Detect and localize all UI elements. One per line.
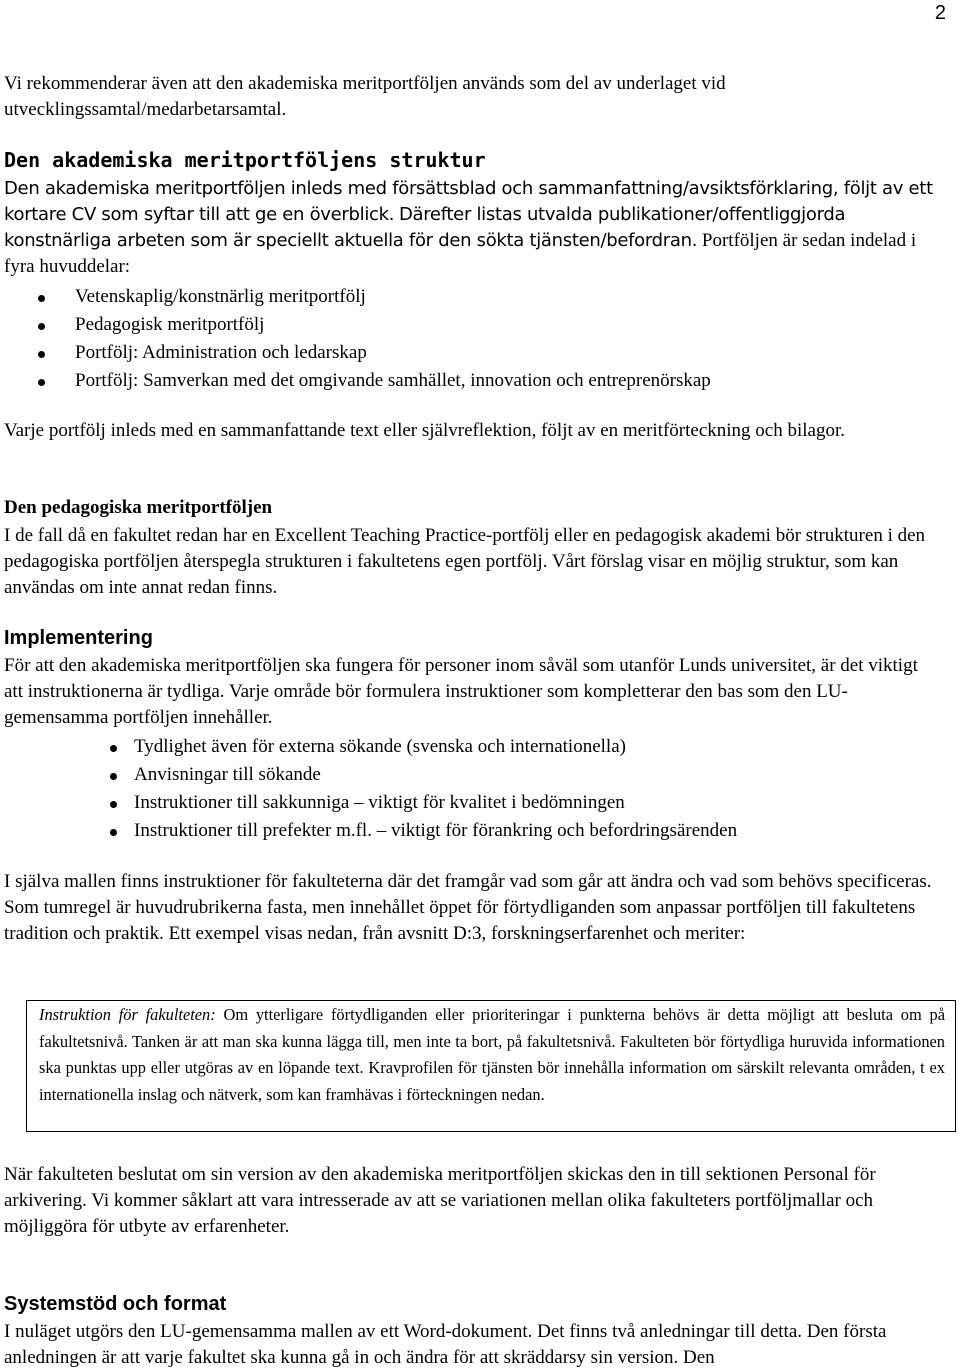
structure-text-c: Portföljen är sedan indelad i fyra huvuddelar:	[4, 230, 917, 277]
bullet-icon	[38, 295, 45, 302]
implementation-heading: Implementering	[4, 627, 153, 649]
structure-heading: Den akademiska meritportföljens struktur	[4, 148, 486, 172]
implementation-after-paragraph: I själva mallen finns instruktioner för fakulteterna där det framgår vad som går att ändra och vad som behövs specificeras. Som tumregel är huvudrubrikerna fasta, men innehållet öppet för förtydliganden som anpassar portföljen till fakultetens tradition och praktik. Ett exempel visas nedan, från avsnitt D:3, forskningserfarenhet och meriter:	[4, 871, 932, 944]
instruction-box	[26, 1000, 956, 1132]
list-item: Pedagogisk meritportfölj	[38, 312, 711, 340]
list-item: Portfölj: Administration och ledarskap	[38, 340, 711, 368]
list-item: Tydlighet även för externa sökande (svenska och internationella)	[110, 734, 737, 762]
list-item: Portfölj: Samverkan med det omgivande samhället, innovation och entreprenörskap	[38, 368, 711, 396]
list-item: Instruktioner till prefekter m.fl. – viktigt för förankring och befordringsärenden	[110, 818, 737, 846]
bullet-icon	[110, 745, 117, 752]
system-paragraph: I nuläget utgörs den LU-gemensamma mallen av ett Word-dokument. Det finns två anledningar till detta. Den första anledningen är att varje fakultet ska kunna gå in och ändra för att skräddarsy sin version. Den	[4, 1321, 887, 1368]
structure-paragraph	[4, 176, 934, 280]
bullet-icon	[110, 773, 117, 780]
structure-after-paragraph: Varje portfölj inleds med en sammanfattande text eller självreflektion, följt av en meritförteckning och bilagor.	[4, 420, 846, 441]
pedagogic-paragraph: I de fall då en fakultet redan har en Excellent Teaching Practice-portfölj eller en pedagogisk akademi bör strukturen i den pedagogiska portföljen återspegla strukturen i fakultetens egen portfölj. Vårt förslag visar en möjlig struktur, som kan användas om inte annat redan finns.	[4, 525, 926, 598]
instruction-box-label: Instruktion för fakulteten:	[39, 1005, 216, 1024]
implementation-paragraph: För att den akademiska meritportföljen ska fungera för personer inom såväl som utanför Lunds universitet, är det viktigt att instruktionerna är tydliga. Varje område bör formulera instruktioner som kompletterar den bas som den LU-gemensamma portföljen innehåller.	[4, 655, 918, 728]
system-heading: Systemstöd och format	[4, 1293, 227, 1315]
instruction-box-text	[39, 1002, 945, 1108]
portfolio-parts-list	[38, 284, 711, 396]
list-item: Anvisningar till sökande	[110, 762, 737, 790]
instruction-targets-list	[110, 734, 737, 846]
page-number: 2	[934, 2, 946, 24]
bullet-icon	[38, 323, 45, 330]
pedagogic-heading: Den pedagogiska meritportföljen	[4, 497, 273, 518]
structure-text-b: Därefter listas utvalda publikationer/offentliggjorda konstnärliga arbeten som är speciellt aktuella för den sökta tjänsten/befordran.	[4, 204, 846, 251]
bullet-icon	[110, 829, 117, 836]
closing-paragraph: När fakulteten beslutat om sin version av den akademiska meritportföljen skickas den in till sektionen Personal för arkivering. Vi kommer såklart att vara intresserade av att se variationen mellan olika fakulteters portföljmallar och möjliggöra för utbyte av erfarenheter.	[4, 1164, 876, 1237]
bullet-icon	[110, 801, 117, 808]
bullet-icon	[38, 351, 45, 358]
list-item: Instruktioner till sakkunniga – viktigt för kvalitet i bedömningen	[110, 790, 737, 818]
structure-text-a: Den akademiska meritportföljen inleds med försättsblad och sammanfattning/avsiktsförklaring, följt av ett kortare CV som syftar till att ge en överblick.	[4, 178, 933, 225]
instruction-box-body: Om ytterligare förtydliganden eller prioriteringar i punkterna behövs är detta möjligt att besluta om på fakultetsnivå. Tanken är att man ska kunna lägga till, men inte ta bort, på fakultetsnivå. Fakulteten bör förtydliga huruvida informationen ska punktas upp eller utgöras av en löpande text. Kravprofilen för tjänsten bör innehålla information om särskilt relevanta områden, t ex internationella inslag och nätverk, som kan framhävas i förteckningen nedan.	[39, 1005, 945, 1104]
intro-paragraph: Vi rekommenderar även att den akademiska meritportföljen används som del av underlaget vid utvecklingssamtal/medarbetarsamtal.	[4, 73, 726, 120]
bullet-icon	[38, 379, 45, 386]
list-item: Vetenskaplig/konstnärlig meritportfölj	[38, 284, 711, 312]
